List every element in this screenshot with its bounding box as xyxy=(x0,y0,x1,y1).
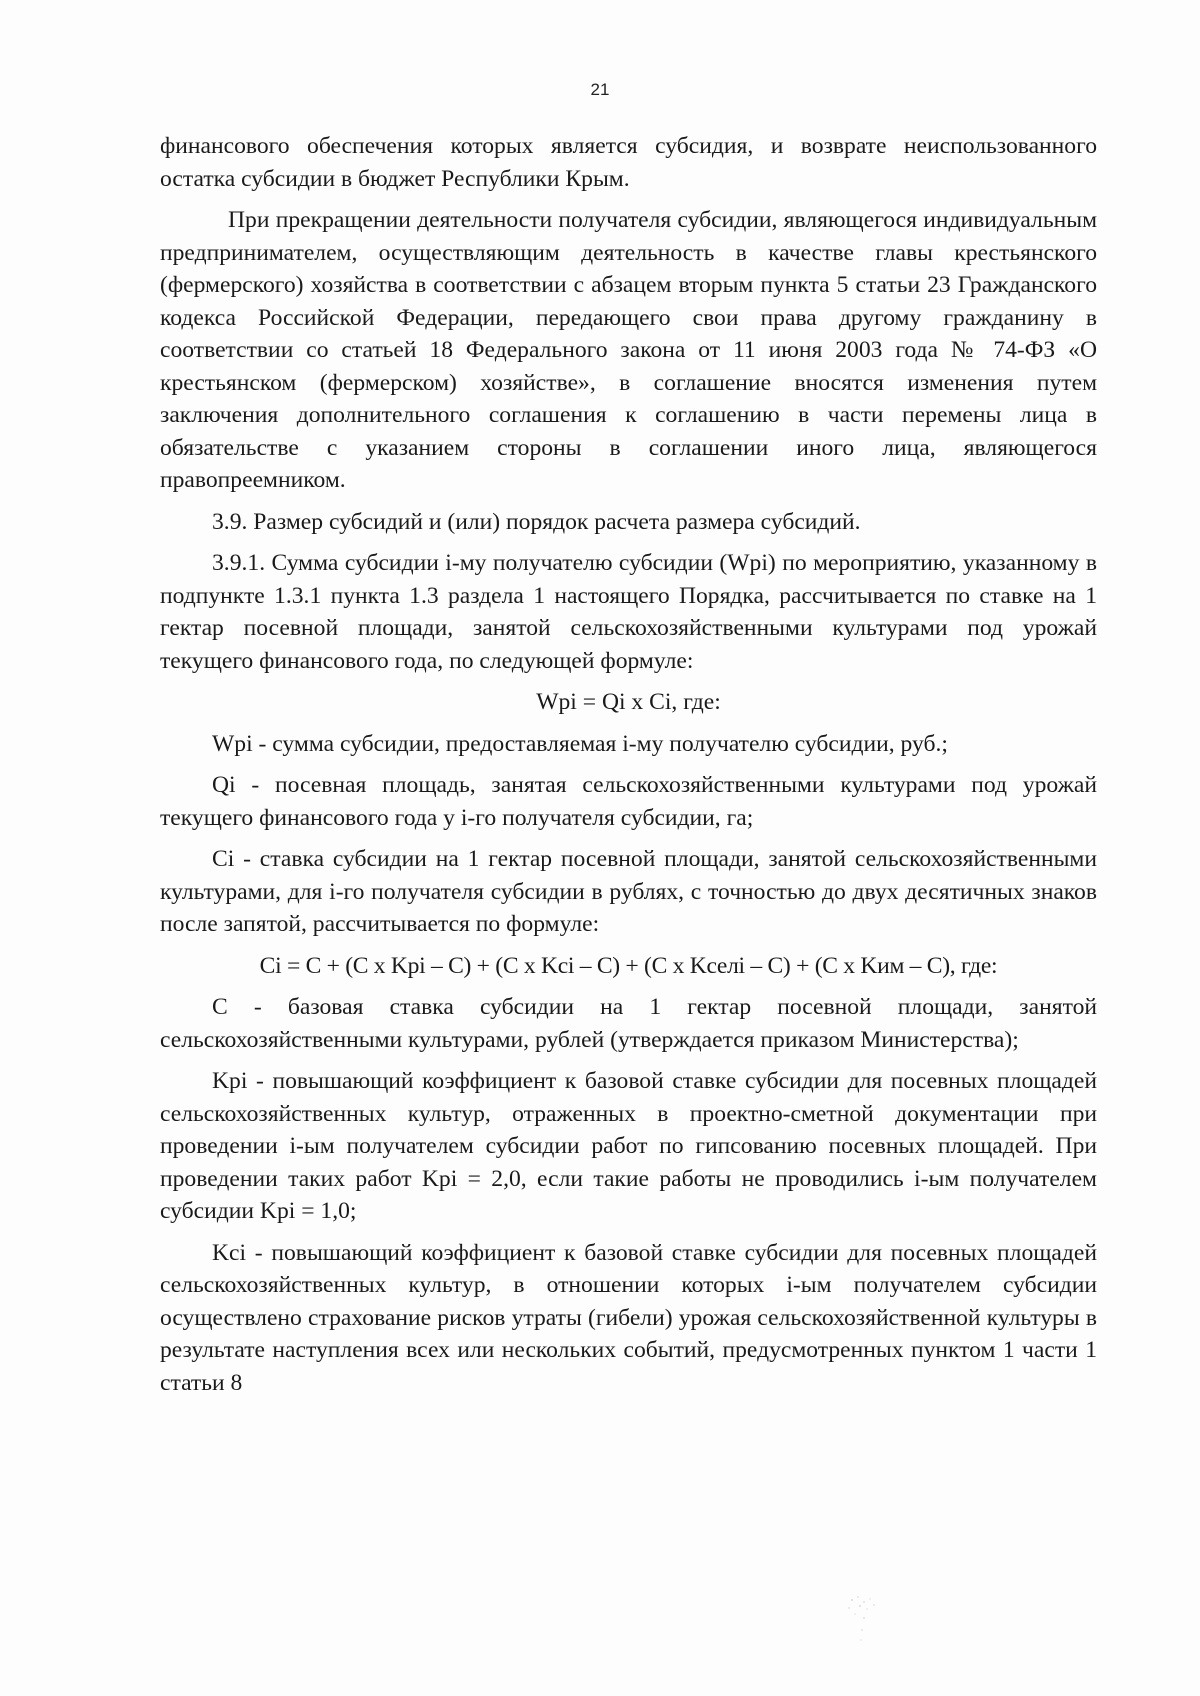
paragraph-termination-of-activity: При прекращении деятельности получателя субсидии, являющегося индивидуальным предпринимателем, осуществляющим деятельность в качестве главы крестьянского (фермерского) хозяйства в соответствии с абзацем вторым пункта 5 статьи 23 Гражданского кодекса Российской Федерации, передающего свои права другому гражданину в соответствии со статьей 18 Федерального закона от 11 июня 2003 года № 74-ФЗ «О крестьянском (фермерском) хозяйстве», в соглашение вносятся изменения путем заключения дополнительного соглашения к соглашению в части перемены лица в обязательстве с указанием стороны в соглашении иного лица, являющегося правопреемником. xyxy=(160,207,1097,493)
definition-kpi: Kpi - повышающий коэффициент к базовой ставке субсидии для посевных площадей сельскохозяйственных культур, отраженных в проектно-сметной документации при проведении i-ым получателем субсидии работ по гипсованию посевных площадей. При проведении таких работ Kpi = 2,0, если такие работы не проводились i-ым получателем субсидии Kpi = 1,0; xyxy=(160,1068,1097,1224)
definition-c: C - базовая ставка субсидии на 1 гектар посевной площади, занятой сельскохозяйственными культурами, рублей (утверждается приказом Министерства); xyxy=(160,994,1097,1053)
paragraph-continuation: финансового обеспечения которых является субсидия, и возврате неиспользованного остатка субсидии в бюджет Республики Крым. xyxy=(160,133,1097,192)
page-number: 21 xyxy=(590,80,610,99)
formula-wpi: Wpi = Qi x Ci, где: xyxy=(536,689,721,715)
scan-noise-icon xyxy=(840,1590,900,1650)
definition-wpi: Wpi - сумма субсидии, предоставляемая i-му получателю субсидии, руб.; xyxy=(212,730,948,757)
document-body xyxy=(160,130,1097,1408)
scan-artifact-mark xyxy=(840,1590,900,1650)
definition-kci: Kci - повышающий коэффициент к базовой ставке субсидии для посевных площадей сельскохозяйственных культур, в отношении которых i-ым получателем субсидии осуществлено страхование рисков утраты (гибели) урожая сельскохозяйственной культуры в результате наступления всех или нескольких событий, предусмотренных пунктом 1 части 1 статьи 8 xyxy=(160,1239,1097,1396)
formula-ci: Ci = C + (C x Kpi – C) + (C x Kci – C) + (C x Kселi – C) + (C x Kим – C), где: xyxy=(259,952,998,979)
paragraph-3-9-1: 3.9.1. Сумма субсидии i-му получателю субсидии (Wpi) по мероприятию, указанному в подпункте 1.3.1 пункта 1.3 раздела 1 настоящего Порядка, рассчитывается по ставке на 1 гектар посевной площади, занятой сельскохозяйственными культурами под урожай текущего финансового года, по следующей формуле: xyxy=(160,550,1097,674)
section-heading-3-9: 3.9. Размер субсидий и (или) порядок расчета размера субсидий. xyxy=(212,508,861,535)
definition-qi: Qi - посевная площадь, занятая сельскохозяйственными культурами под урожай текущего финансового года у i-го получателя субсидии, га; xyxy=(160,772,1097,831)
definition-ci: Ci - ставка субсидии на 1 гектар посевной площади, занятой сельскохозяйственными культурами, для i-го получателя субсидии в рублях, с точностью до двух десятичных знаков после запятой, рассчитывается по формуле: xyxy=(160,846,1097,937)
